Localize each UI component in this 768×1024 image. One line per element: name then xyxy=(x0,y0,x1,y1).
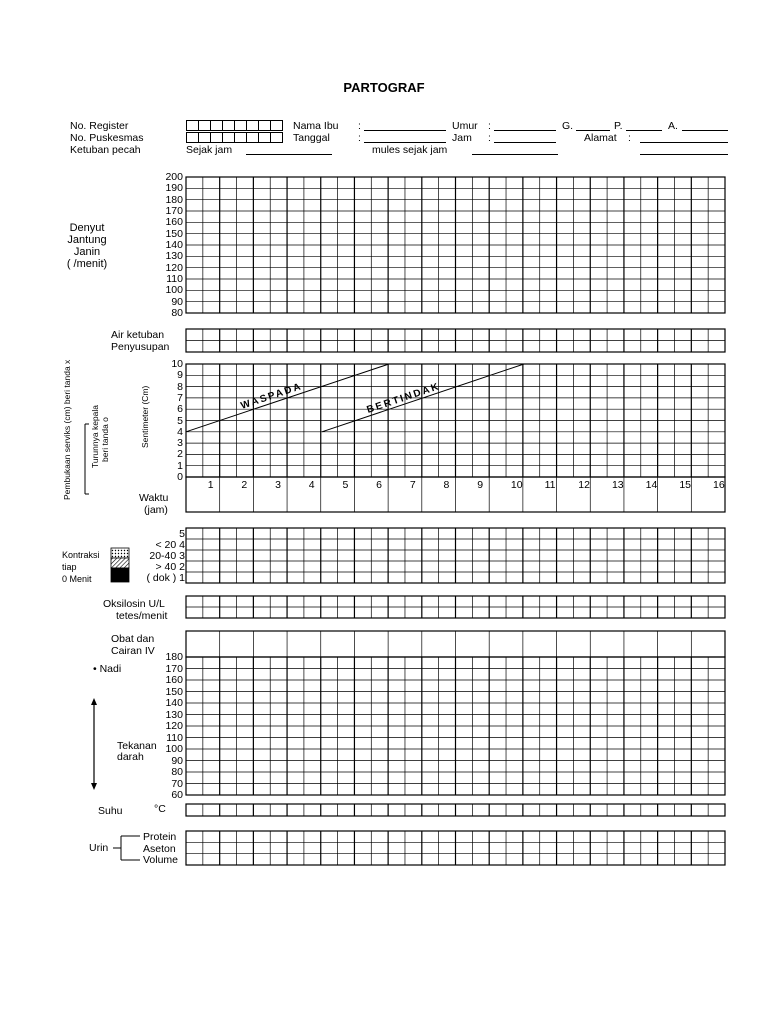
hour-label: 7 xyxy=(409,479,416,491)
label-jam: Jam xyxy=(452,132,472,144)
cervix-tick-label: 4 xyxy=(177,425,183,438)
label-no-puskesmas: No. Puskesmas xyxy=(70,132,144,144)
vitals-tick-label: 110 xyxy=(166,731,183,744)
fhr-tick-label: 100 xyxy=(165,284,183,297)
hour-label: 8 xyxy=(443,479,450,491)
legend-solid-icon xyxy=(111,568,129,582)
fhr-tick-label: 90 xyxy=(171,295,183,308)
label-tetes: tetes/menit xyxy=(116,610,168,622)
label-nama-ibu: Nama Ibu xyxy=(293,120,339,132)
hour-label: 10 xyxy=(510,479,523,491)
label-aseton: Aseton xyxy=(143,843,176,855)
fhr-tick-label: 190 xyxy=(165,182,183,195)
label-umur: Umur xyxy=(452,120,478,132)
colon: : xyxy=(358,120,361,132)
hour-label: 15 xyxy=(679,479,691,491)
vitals-tick-label: 90 xyxy=(171,754,183,767)
label-alamat: Alamat xyxy=(584,132,617,144)
label-mules-sejak-jam: mules sejak jam xyxy=(372,144,448,156)
cervix-tick-label: 2 xyxy=(177,448,183,461)
label-no-register: No. Register xyxy=(70,120,129,132)
hour-label: 14 xyxy=(645,479,658,491)
contraction-tick-label: 20-40 3 xyxy=(149,549,185,562)
cervix-tick-label: 8 xyxy=(177,380,183,393)
vitals-tick-label: 160 xyxy=(165,674,183,686)
page-title: PARTOGRAF xyxy=(343,80,425,95)
vitals-tick-label: 70 xyxy=(171,777,183,790)
label-suhu: Suhu xyxy=(98,805,123,817)
fhr-tick-label: 110 xyxy=(166,273,183,285)
label-celsius: °C xyxy=(154,803,166,815)
label-oksitosin: Oksilosin U/L xyxy=(103,598,165,610)
label-g: G. xyxy=(562,120,574,132)
label-protein: Protein xyxy=(143,831,177,843)
fhr-label: Denyut Jantung Janin ( /menit) xyxy=(66,222,108,270)
contraction-tick-label: > 40 2 xyxy=(155,560,185,573)
waspada-text: WASPADA xyxy=(239,380,305,412)
label-jam-unit: (jam) xyxy=(144,504,168,516)
vitals-tick-label: 80 xyxy=(171,766,183,778)
label-volume: Volume xyxy=(143,854,179,866)
cervix-tick-label: 3 xyxy=(177,437,183,450)
contraction-tick-label: 5 xyxy=(179,527,185,540)
cervix-tick-label: 7 xyxy=(177,391,183,404)
fhr-tick-label: 140 xyxy=(165,239,183,251)
label-tanggal: Tanggal xyxy=(293,132,330,144)
label-obat: Obat dan xyxy=(111,633,155,645)
cervix-tick-label: 6 xyxy=(177,403,183,416)
hour-label: 13 xyxy=(611,479,624,491)
arrow-down-icon xyxy=(91,783,97,790)
hour-label: 16 xyxy=(713,479,725,491)
colon: : xyxy=(628,132,631,144)
label-sejak-jam: Sejak jam xyxy=(186,144,233,156)
legend-dots-icon xyxy=(111,548,129,558)
vitals-tick-label: 130 xyxy=(165,708,183,721)
cervix-tick-label: 1 xyxy=(177,459,183,472)
cervix-side-label: Pembukaan serviks (cm) beri tanda x xyxy=(62,359,72,500)
label-tekanan: Tekanan xyxy=(117,740,157,752)
hour-label: 4 xyxy=(308,479,315,491)
fhr-tick-label: 180 xyxy=(165,193,183,206)
fhr-tick-label: 170 xyxy=(165,205,183,217)
fhr-tick-label: 120 xyxy=(165,261,183,274)
fhr-tick-label: 130 xyxy=(165,250,183,263)
label-air-ketuban: Air ketuban xyxy=(111,329,165,341)
arrow-up-icon xyxy=(91,698,97,705)
vitals-tick-label: 150 xyxy=(165,685,183,698)
hour-label: 2 xyxy=(241,479,248,491)
colon: : xyxy=(488,132,491,144)
fhr-tick-label: 160 xyxy=(165,216,183,229)
contraction-tick-label: < 20 4 xyxy=(155,538,185,551)
vitals-tick-label: 180 xyxy=(165,651,183,663)
label-nadi: • Nadi xyxy=(93,663,122,675)
fhr-tick-label: 150 xyxy=(165,227,183,240)
descent-label-1: Turunnya kepala xyxy=(90,404,100,468)
fhr-tick-label: 80 xyxy=(171,307,183,319)
cervix-tick-label: 5 xyxy=(177,414,183,427)
cervix-axis-label: Sentimeter (Cm) xyxy=(140,385,150,448)
label-urin: Urin xyxy=(89,842,109,854)
label-waktu: Waktu xyxy=(139,492,169,504)
cervix-tick-label: 0 xyxy=(177,471,183,483)
vitals-tick-label: 140 xyxy=(165,697,183,709)
hour-label: 11 xyxy=(544,479,556,491)
vitals-tick-label: 170 xyxy=(165,662,183,675)
label-penyusupan: Penyusupan xyxy=(111,341,170,353)
label-darah: darah xyxy=(117,751,144,763)
hour-label: 6 xyxy=(376,479,382,491)
colon: : xyxy=(358,132,361,144)
vitals-tick-label: 120 xyxy=(165,720,183,732)
label-cairan: Cairan IV xyxy=(111,645,155,657)
colon: : xyxy=(488,120,491,132)
label-a: A. xyxy=(668,120,678,132)
contraction-label: Kontraksi tiap 0 Menit xyxy=(62,550,100,584)
vitals-tick-label: 100 xyxy=(165,743,183,755)
label-p: P. xyxy=(614,120,623,132)
cervix-tick-label: 9 xyxy=(177,369,183,382)
hour-label: 5 xyxy=(342,479,349,491)
hour-label: 1 xyxy=(207,479,214,491)
vitals-tick-label: 60 xyxy=(171,789,183,801)
cervix-tick-label: 10 xyxy=(171,358,183,370)
bertindak-text: BERTINDAK xyxy=(365,381,442,416)
fhr-tick-label: 200 xyxy=(165,171,183,183)
hour-label: 9 xyxy=(477,479,484,491)
descent-label-2: beri tanda o xyxy=(100,417,110,462)
hour-label: 12 xyxy=(578,479,590,491)
contraction-tick-label: ( dok ) 1 xyxy=(146,571,185,584)
hour-label: 3 xyxy=(275,479,281,491)
label-ketuban-pecah: Ketuban pecah xyxy=(70,144,141,156)
legend-hatch-icon xyxy=(111,558,129,568)
